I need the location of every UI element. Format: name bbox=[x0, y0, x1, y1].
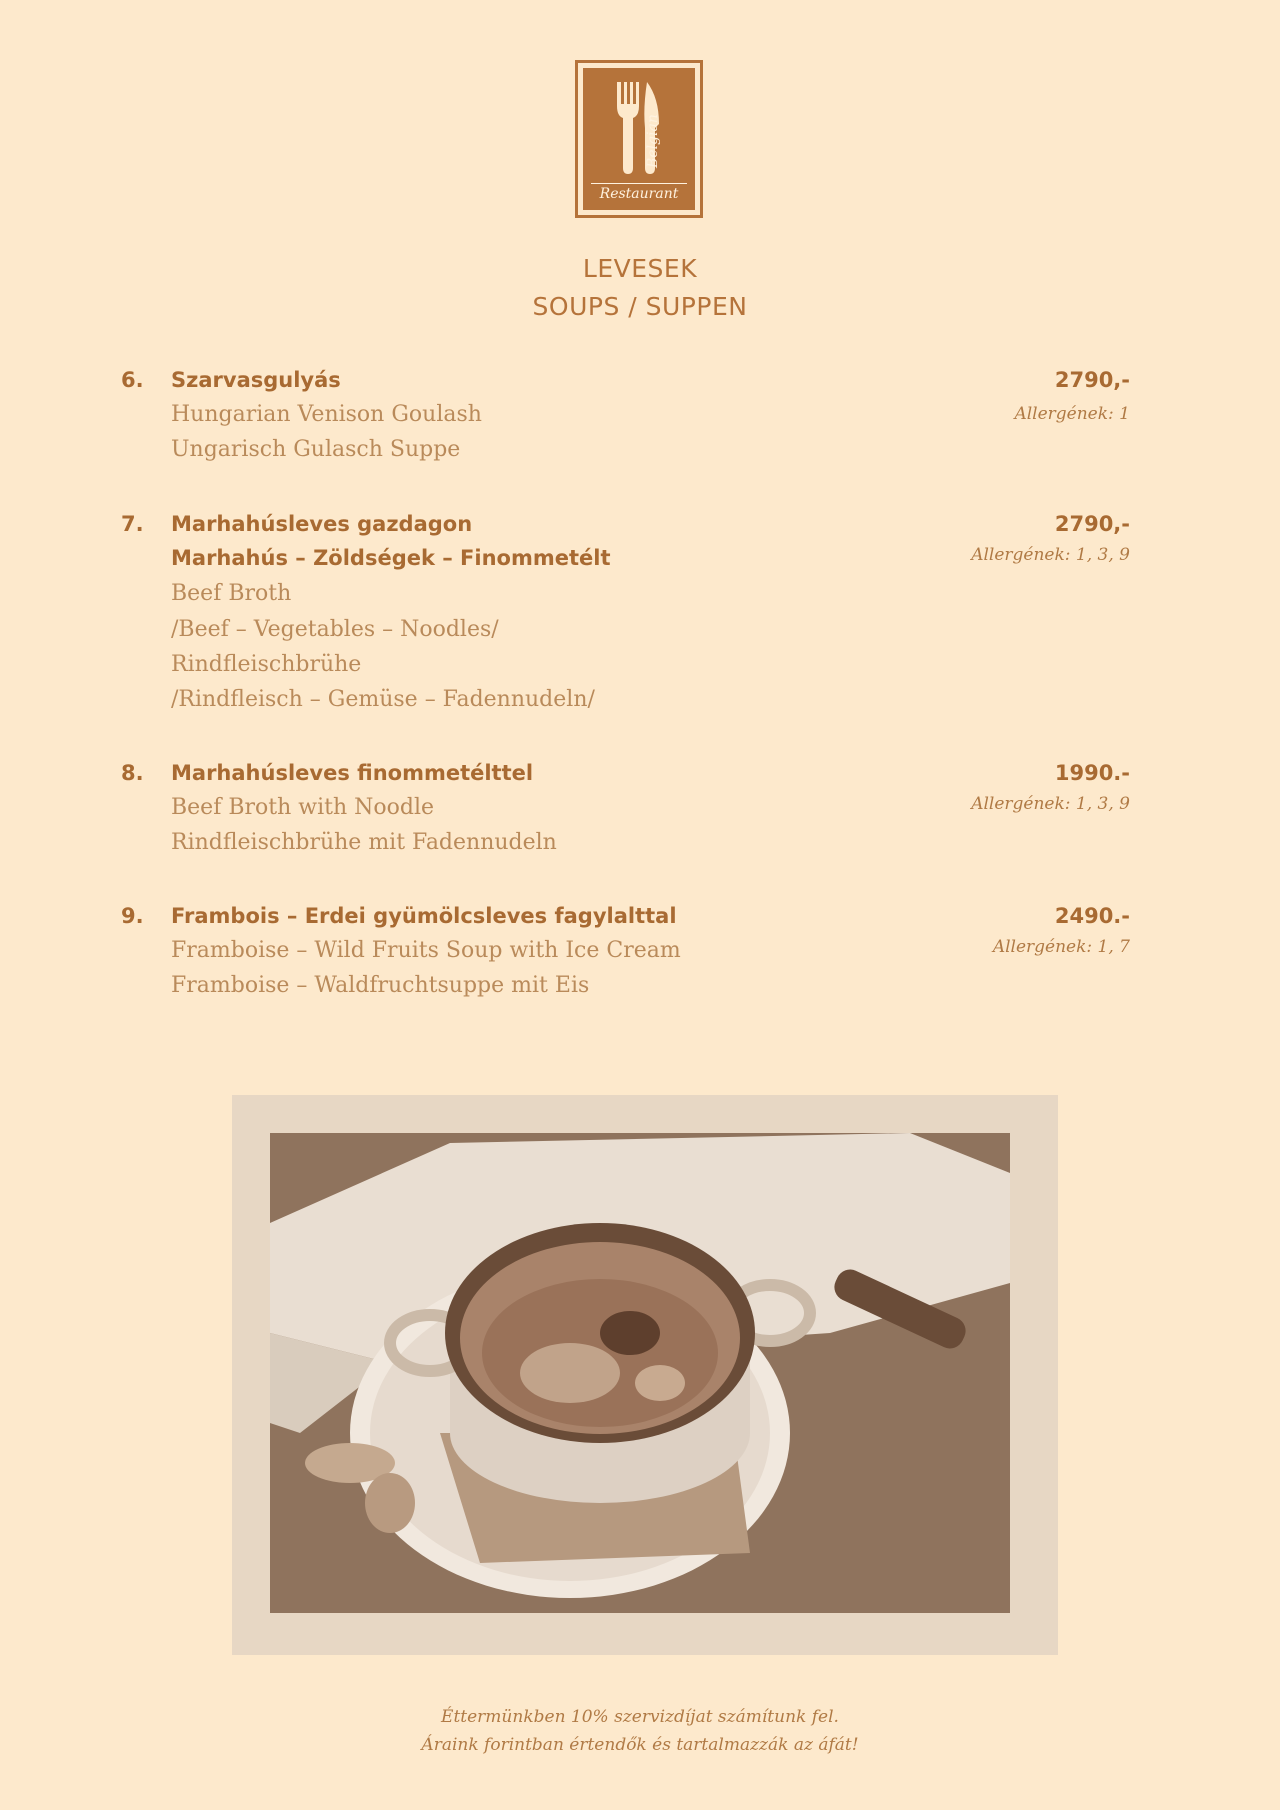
item-allergens: Allergének: 1, 3, 9 bbox=[971, 545, 1130, 565]
item-name-en: Hungarian Venison Goulash bbox=[171, 402, 482, 427]
item-name-de: Rindfleischbrühe mit Fadennudeln bbox=[171, 830, 557, 855]
item-name-en: Beef Broth with Noodle bbox=[171, 795, 435, 820]
item-price: 2490.- bbox=[1054, 904, 1130, 928]
price-note: Áraink forintban értendők és tartalmazzák az áfát! bbox=[421, 1735, 859, 1755]
section-title-en-de: SOUPS / SUPPEN bbox=[532, 292, 748, 321]
item-name-en: Framboise – Wild Fruits Soup with Ice Cream bbox=[171, 938, 681, 963]
item-name-de: Rindfleischbrühe bbox=[171, 652, 362, 677]
section-title-hu: LEVESEK bbox=[582, 254, 698, 283]
item-price: 2790,- bbox=[1054, 368, 1130, 392]
logo-badge bbox=[583, 68, 695, 210]
item-name-hu: Szarvasgulyás bbox=[171, 368, 341, 392]
item-name-de: Framboise – Waldfruchtsuppe mit Eis bbox=[171, 973, 590, 998]
item-number: 6. bbox=[121, 368, 144, 392]
item-description-en: /Beef – Vegetables – Noodles/ bbox=[171, 617, 499, 642]
item-price: 2790,- bbox=[1054, 512, 1130, 536]
item-name-hu: Frambois – Erdei gyümölcsleves fagylalttal bbox=[171, 904, 677, 928]
item-name-hu: Marhahúsleves gazdagon bbox=[171, 512, 473, 536]
item-number: 9. bbox=[121, 904, 144, 928]
item-allergens: Allergének: 1, 3, 9 bbox=[971, 794, 1130, 814]
item-description-de: /Rindfleisch – Gemüse – Fadennudeln/ bbox=[171, 687, 595, 712]
restaurant-logo bbox=[575, 60, 703, 218]
item-price: 1990.- bbox=[1054, 761, 1130, 785]
item-number: 7. bbox=[121, 512, 144, 536]
item-number: 8. bbox=[121, 761, 144, 785]
logo-bottom-text: Restaurant bbox=[591, 183, 687, 202]
item-name-hu: Marhahúsleves finommetélttel bbox=[171, 761, 534, 785]
soup-pot-illustration bbox=[270, 1133, 1010, 1613]
item-description-hu: Marhahús – Zöldségek – Finommetélt bbox=[171, 546, 611, 570]
service-charge-note: Éttermünkben 10% szervizdíjat számítunk fel. bbox=[441, 1707, 839, 1727]
item-allergens: Allergének: 1 bbox=[1014, 404, 1130, 424]
fork-knife-icon bbox=[583, 68, 695, 188]
item-name-de: Ungarisch Gulasch Suppe bbox=[171, 437, 461, 462]
item-allergens: Allergének: 1, 7 bbox=[992, 937, 1130, 957]
logo-vertical-text: Belgian bbox=[645, 114, 661, 168]
soup-photo bbox=[270, 1133, 1010, 1613]
photo-frame bbox=[232, 1095, 1058, 1655]
item-name-en: Beef Broth bbox=[171, 581, 292, 606]
